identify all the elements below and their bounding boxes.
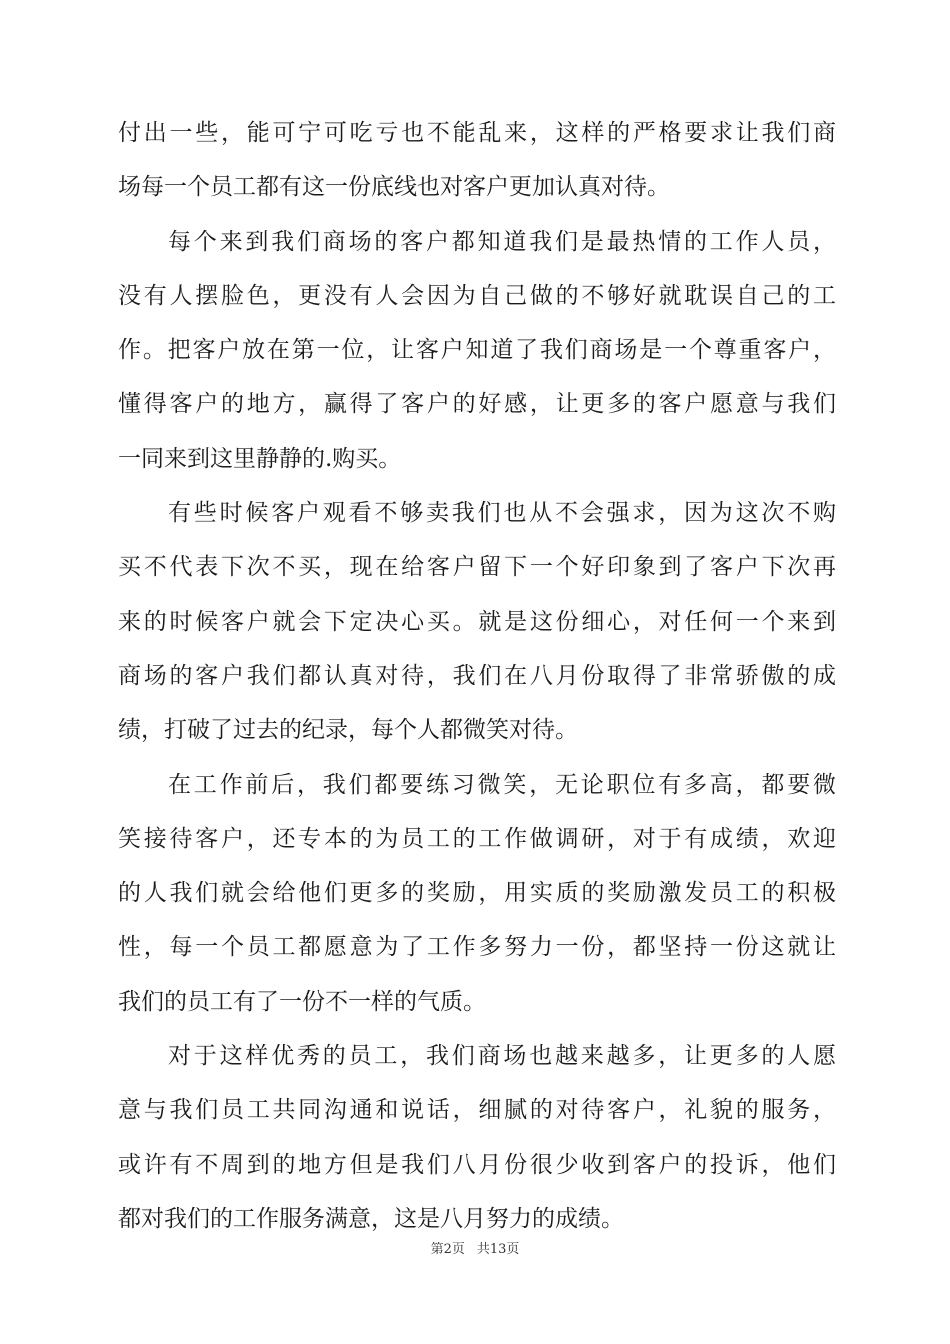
paragraph-first-line: 在工作前后，我们都要练习微笑，无论职位有多高，都要微 (168, 771, 836, 798)
paragraph-first-line: 每个来到我们商场的客户都知道我们是最热情的工作人员， (168, 228, 836, 255)
page-number: 第2页 (430, 1242, 465, 1257)
text-line: 作。把客户放在第一位，让客户知道了我们商场是一个尊重客户， (118, 337, 836, 364)
text-line: 一同来到这里静静的.购买。 (118, 445, 402, 472)
text-line: 没有人摆脸色，更没有人会因为自己做的不够好就耽误自己的工 (118, 282, 836, 309)
text-line: 意与我们员工共同沟通和说话，细腻的对待客户，礼貌的服务， (118, 1097, 836, 1124)
document-body (118, 106, 836, 1246)
text-line: 或许有不周到的地方但是我们八月份很少收到客户的投诉，他们 (118, 1151, 836, 1178)
page-footer (0, 1238, 950, 1257)
text-line: 商场的客户我们都认真对待，我们在八月份取得了非常骄傲的成 (118, 662, 836, 689)
text-line: 的人我们就会给他们更多的奖励，用实质的奖励激发员工的积极 (118, 880, 836, 907)
paragraph-first-line: 有些时候客户观看不够卖我们也从不会强求，因为这次不购 (168, 500, 836, 527)
text-line: 买不代表下次不买，现在给客户留下一个好印象到了客户下次再 (118, 554, 836, 581)
text-line: 绩，打破了过去的纪录，每个人都微笑对待。 (118, 717, 578, 744)
text-line: 来的时候客户就会下定决心买。就是这份细心，对任何一个来到 (118, 608, 836, 635)
text-line: 付出一些，能可宁可吃亏也不能乱来，这样的严格要求让我们商 (118, 120, 836, 146)
text-line: 懂得客户的地方，赢得了客户的好感，让更多的客户愿意与我们 (118, 391, 836, 418)
text-line: 我们的员工有了一份不一样的气质。 (118, 988, 486, 1015)
text-line: 场每一个员工都有这一份底线也对客户更加认真对待。 (118, 174, 670, 201)
page-total: 共13页 (476, 1242, 520, 1257)
text-line: 笑接待客户，还专本的为员工的工作做调研，对于有成绩，欢迎 (118, 825, 836, 852)
text-line: 都对我们的工作服务满意，这是八月努力的成绩。 (118, 1205, 624, 1232)
paragraph-first-line: 对于这样优秀的员工，我们商场也越来越多，让更多的人愿 (168, 1043, 836, 1070)
text-line: 性，每一个员工都愿意为了工作多努力一份，都坚持一份这就让 (118, 934, 836, 961)
